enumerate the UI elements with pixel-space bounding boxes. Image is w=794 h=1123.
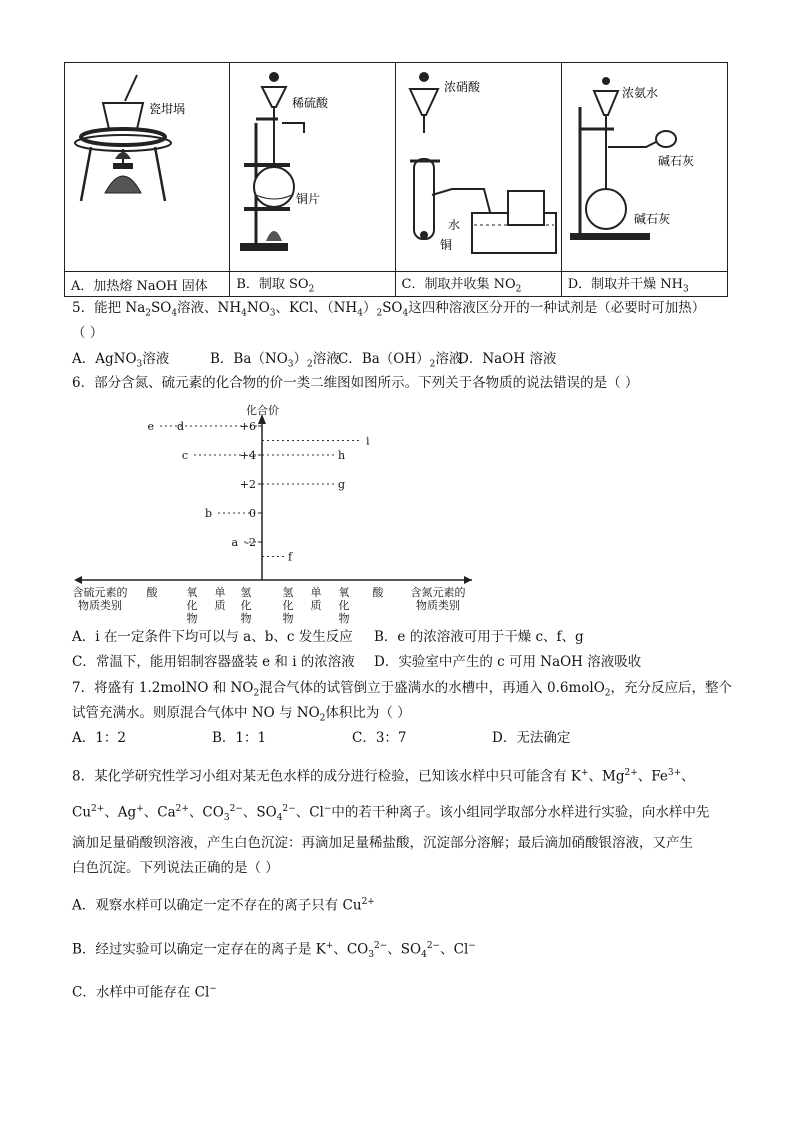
nitrogen-category-2: 氧化物 — [338, 586, 350, 624]
nh3-drying-drawing — [562, 63, 728, 271]
label-soda-lime-1: 碱石灰 — [657, 154, 694, 168]
q6-option-a[interactable]: A．i 在一定条件下均可以与 a、b、c 发生反应 — [72, 629, 353, 645]
caption-b — [230, 272, 395, 297]
sulfur-category-3: 氢化物 — [240, 586, 252, 624]
q8-option-b[interactable]: B．经过实验可以确定一定存在的离子是 K+、$CO_3^{2-}$、$SO_4^{2-}$、Cl− — [72, 941, 476, 961]
q8-stem-line4: 白色沉淀。下列说法正确的是（ ） — [72, 860, 279, 876]
caption-b-text: B．制取 SO — [236, 277, 309, 293]
caption-d-text: D．制取并干燥 NH — [567, 277, 684, 293]
nitrogen-category-0: 氢化物 — [282, 586, 294, 624]
sulfur-category-1: 氧化物 — [186, 586, 198, 624]
caption-d — [561, 272, 727, 297]
label-water: 水 — [447, 218, 460, 232]
q7-options — [72, 729, 570, 747]
y-tick-label-3: 0 — [249, 507, 256, 520]
q7-option-b[interactable]: B．1：1 — [212, 730, 267, 746]
caption-c — [395, 272, 561, 297]
sulfur-axis-label: 含硫元素的物质类别 — [72, 586, 128, 612]
q6-option-d[interactable]: D．实验室中产生的 c 可用 NaOH 溶液吸收 — [374, 654, 642, 670]
label-copper: 铜 — [439, 238, 452, 252]
q8-option-a[interactable]: A．观察水样可以确定一定不存在的离子只有 $Cu^{2+}$ — [72, 897, 375, 914]
caption-c-sub: 2 — [515, 284, 522, 295]
q8-option-c[interactable]: C．水样中可能存在 Cl− — [72, 984, 217, 1001]
label-dilute-sulfuric-acid: 稀硫酸 — [292, 96, 329, 110]
x-axis-arrow-right — [464, 576, 472, 584]
q7-stem-line2: 试管充满水。则原混合气体中 NO 与 $NO_2$体积比为（ ） — [72, 705, 411, 724]
y-tick-label-4: -2 — [245, 536, 256, 549]
q5-option-a[interactable]: A．AgNO$_3$溶液 — [72, 351, 170, 370]
q6-options-row2 — [72, 653, 641, 671]
label-soda-lime-2: 碱石灰 — [633, 212, 670, 226]
label-crucible: 瓷坩埚 — [149, 102, 186, 116]
apparatus-b-cell — [230, 63, 395, 272]
sulfur-category-2: 单质 — [214, 586, 226, 612]
q7-option-a[interactable]: A．1：2 — [72, 730, 126, 746]
point-label-e: e — [147, 420, 154, 433]
nitrogen-category-3: 酸 — [372, 586, 384, 599]
q5-options — [72, 350, 556, 374]
q5-option-c[interactable]: C．$Ba(OH)_2$溶液 — [338, 351, 463, 370]
q5-stem: 5．能把 $Na_2SO_4$溶液、$NH_4NO_3$、KCl、$(NH_4)_2SO_4$这四种溶液区分开的一种试剂是（必要时可加热） — [72, 300, 706, 319]
caption-a — [65, 272, 230, 297]
valence-class-chart — [60, 402, 480, 624]
apparatus-c-cell — [395, 63, 561, 272]
point-label-a: a — [231, 536, 238, 549]
y-axis-label: 化合价 — [246, 404, 279, 417]
q6-option-c[interactable]: C．常温下，能用铝制容器盛装 e 和 i 的浓溶液 — [72, 654, 355, 670]
q6-option-b[interactable]: B．e 的浓溶液可用于干燥 c、f、g — [374, 629, 584, 645]
q8-stem-line1: 8．某化学研究性学习小组对某无色水样的成分进行检验，已知该水样中只可能含有 K+、$Mg^{2+}$、$Fe^{3+}$、 — [72, 768, 695, 785]
caption-b-sub: 2 — [308, 284, 315, 295]
label-conc-nitric-acid: 浓硝酸 — [443, 80, 480, 94]
q5-option-b[interactable]: B．$Ba(NO_3)_2$溶液 — [210, 351, 340, 370]
y-tick-label-2: +2 — [239, 478, 256, 491]
caption-d-sub: 3 — [683, 284, 689, 295]
q6-stem: 6．部分含氮、硫元素的化合物的价一类二维图如图所示。下列关于各物质的说法错误的是（ ） — [72, 375, 639, 391]
q7-option-c[interactable]: C．3：7 — [352, 730, 407, 746]
no2-collection-drawing — [396, 63, 562, 271]
q7-stem: 7．将盛有 1.2molNO 和 $NO_2$混合气体的试管倒立于盛满水的水槽中，再通入 0.6molO$_2$，充分反应后，整个 — [72, 680, 732, 699]
apparatus-a-cell — [65, 63, 230, 272]
sulfur-category-0: 酸 — [146, 586, 158, 599]
y-tick-label-0: +6 — [239, 420, 256, 433]
y-tick-label-1: +4 — [239, 449, 256, 462]
label-conc-ammonia: 浓氨水 — [621, 86, 658, 100]
crucible-heating-drawing — [65, 63, 230, 271]
q8-stem-line2: $Cu^{2+}$、Ag+、$Ca^{2+}$、$CO_3^{2-}$、$SO_4^{2-}$、Cl−中的若干种离子。该小组同学取部分水样进行实验，向水样中先 — [72, 804, 710, 824]
q5-option-d[interactable]: D．NaOH 溶液 — [458, 351, 557, 367]
point-label-f: f — [288, 550, 293, 564]
point-label-c: c — [181, 449, 188, 462]
x-axis-arrow-left — [74, 576, 82, 584]
point-label-h: h — [338, 449, 346, 462]
q8-stem-line3: 滴加足量硝酸钡溶液，产生白色沉淀：再滴加足量稀盐酸，沉淀部分溶解；最后滴加硝酸银溶液，又产生 — [72, 835, 693, 851]
q6-options-row1 — [72, 628, 584, 646]
caption-a-text: A．加热熔 NaOH 固体 — [71, 278, 208, 294]
point-label-d: d — [176, 420, 184, 433]
nitrogen-axis-label: 含氮元素的物质类别 — [410, 586, 466, 612]
point-label-i: i — [366, 434, 370, 448]
nitrogen-category-1: 单质 — [310, 586, 322, 612]
apparatus-d-cell — [561, 63, 727, 272]
caption-c-text: C．制取并收集 NO — [401, 277, 516, 293]
point-label-g: g — [338, 478, 346, 491]
label-copper-sheet: 铜片 — [296, 192, 321, 206]
q5-answer-paren: （ ） — [72, 325, 104, 341]
q7-option-d[interactable]: D．无法确定 — [492, 730, 571, 746]
apparatus-table — [64, 62, 728, 297]
so2-generation-drawing — [230, 63, 395, 271]
point-label-b: b — [204, 507, 212, 520]
